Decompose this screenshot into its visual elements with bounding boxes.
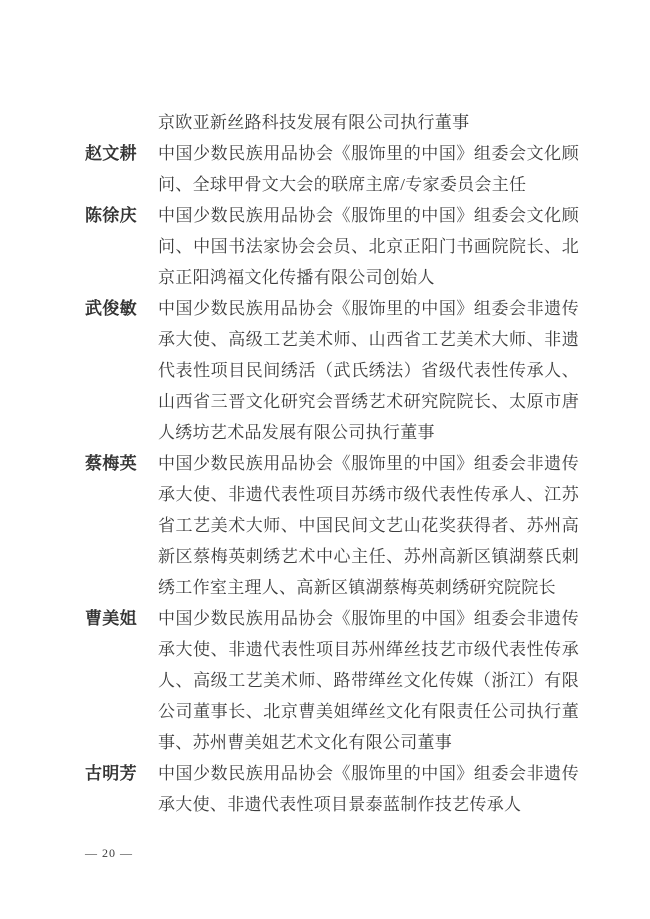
member-name: 曹美姐	[85, 609, 137, 628]
member-description: 中国少数民族用品协会《服饰里的中国》组委会非遗传承大使、非遗代表性项目苏州缂丝技艺市级代表性传承人、高级工艺美术师、路带缂丝文化传媒（浙江）有限公司董事长、北京曹美姐缂丝文化有限责任公司执行董事、苏州曹美姐艺术文化有限公司董事	[158, 609, 579, 752]
list-item	[85, 758, 579, 820]
member-description: 中国少数民族用品协会《服饰里的中国》组委会文化顾问、全球甲骨文大会的联席主席/专家委员会主任	[158, 144, 579, 194]
member-name: 陈徐庆	[85, 206, 137, 225]
list-item	[85, 603, 579, 758]
list-item	[85, 448, 579, 603]
member-name: 武俊敏	[85, 299, 137, 318]
member-description: 中国少数民族用品协会《服饰里的中国》组委会非遗传承大使、非遗代表性项目苏绣市级代表性传承人、江苏省工艺美术大师、中国民间文艺山花奖获得者、苏州高新区蔡梅英刺绣艺术中心主任、苏州高新区镇湖蔡氏刺绣工作室主理人、高新区镇湖蔡梅英刺绣研究院院长	[158, 454, 579, 597]
member-description: 中国少数民族用品协会《服饰里的中国》组委会非遗传承大使、高级工艺美术师、山西省工艺美术大师、非遗代表性项目民间绣活（武氏绣法）省级代表性传承人、山西省三晋文化研究会晋绣艺术研究院院长、太原市唐人绣坊艺术品发展有限公司执行董事	[158, 299, 579, 442]
list-item	[85, 138, 579, 200]
list-item	[85, 293, 579, 448]
page-number: — 20 —	[85, 846, 133, 860]
list-item	[85, 107, 579, 138]
member-name: 赵文耕	[85, 144, 137, 163]
member-description: 中国少数民族用品协会《服饰里的中国》组委会非遗传承大使、非遗代表性项目景泰蓝制作技艺传承人	[158, 764, 579, 814]
member-list	[85, 107, 579, 820]
member-description: 中国少数民族用品协会《服饰里的中国》组委会文化顾问、中国书法家协会会员、北京正阳门书画院院长、北京正阳鸿福文化传播有限公司创始人	[158, 206, 579, 287]
member-description: 京欧亚新丝路科技发展有限公司执行董事	[158, 113, 470, 132]
list-item	[85, 200, 579, 293]
member-name: 古明芳	[85, 764, 137, 783]
member-name: 蔡梅英	[85, 454, 137, 473]
